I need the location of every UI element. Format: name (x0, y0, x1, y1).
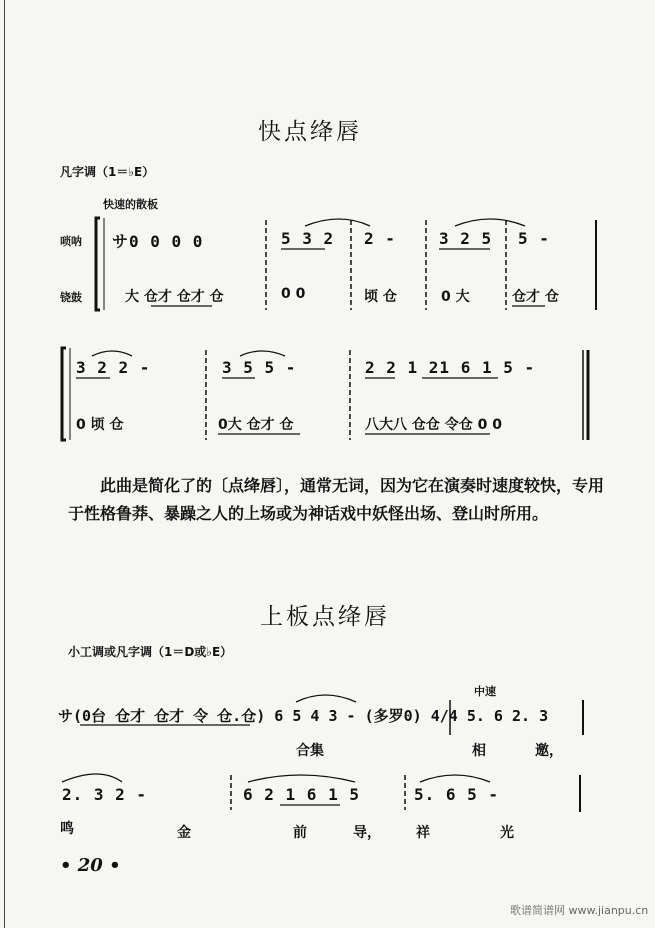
row1-melody-bar1: サ0 0 0 0 (112, 232, 204, 251)
lyric-guang: 光 (500, 825, 514, 841)
row1-perc-bar4: 0 大 (441, 289, 470, 305)
row2-melody-bar1: 3 2 2 - (76, 358, 151, 377)
lyric-yao: 邀， (535, 743, 563, 759)
section2-key: 小工调或凡字调（1＝D或♭E） (68, 645, 233, 659)
section2-tempo-mark: 中速 (474, 685, 496, 698)
row2-melody-bar2: 3 5 5 - (222, 358, 297, 377)
row1-melody-bar5: 5 - (518, 229, 550, 248)
section2-line1-notes: サ(0台 仓才 仓才 令 仓.仓) 6 5 4 3 - (多罗0) 4/4 5. 6 2. 3 (58, 707, 549, 725)
lyric-heji: 合集 (296, 743, 324, 759)
description-paragraph: 此曲是简化了的〔点绛唇〕，通常无词，因为它在演奏时速度较快，专用于性格鲁莽、暴躁之人的上场或为神话戏中妖怪出场、登山时所用。 (68, 476, 605, 523)
row2-perc-bar1: 0 顷 仓 (76, 417, 124, 433)
section2-line2-bar3: 5. 6 5 - (414, 785, 500, 804)
lyric-qian: 前 (293, 825, 307, 841)
lyric-xiang: 相 (472, 743, 486, 759)
lyric-jin: 金 (177, 825, 191, 841)
lyric-dao: 导， (353, 825, 381, 841)
section1-tempo: 快速的散板 (103, 198, 158, 211)
site-watermark: 歌谱简谱网 www.jianpu.cn (510, 904, 649, 917)
row2-melody-bar3: 2 2 1 21 6 1 5 - (365, 358, 536, 377)
section1-title: 快点绛唇 (258, 119, 362, 145)
section2-line2-bar1: 2. 3 2 - (62, 785, 148, 804)
row1-melody-bar3: 2 - (364, 229, 396, 248)
row1-melody-bar4: 3 2 5 (439, 229, 493, 248)
row1-perc-bar1: 大 仓才 仓才 仓 (125, 289, 224, 305)
lyric-ming: 鸣 (60, 821, 74, 837)
section2-title: 上板点绛唇 (260, 604, 390, 630)
instrument-naogu: 铙鼓 (60, 291, 82, 304)
row2-perc-bar2: 0大 仓才 仓 (218, 417, 294, 433)
lyric-xiang2: 祥 (416, 825, 430, 841)
row2-perc-bar3: 八大八 仓仓 令仓 0 0 (365, 417, 502, 433)
page-number: • 20 • (60, 855, 121, 876)
section1-key: 凡字调（1＝♭E） (60, 165, 155, 179)
row1-perc-bar2: 0 0 (281, 286, 306, 302)
row1-melody-bar2: 5 3 2 (281, 229, 335, 248)
row1-perc-bar3: 顷 仓 (364, 289, 397, 305)
section2-line2-bar2: 6 2 1 6 1 5 (243, 785, 360, 804)
instrument-suona: 唢呐 (60, 235, 82, 248)
row1-perc-bar5: 仓才 仓 (512, 289, 559, 305)
